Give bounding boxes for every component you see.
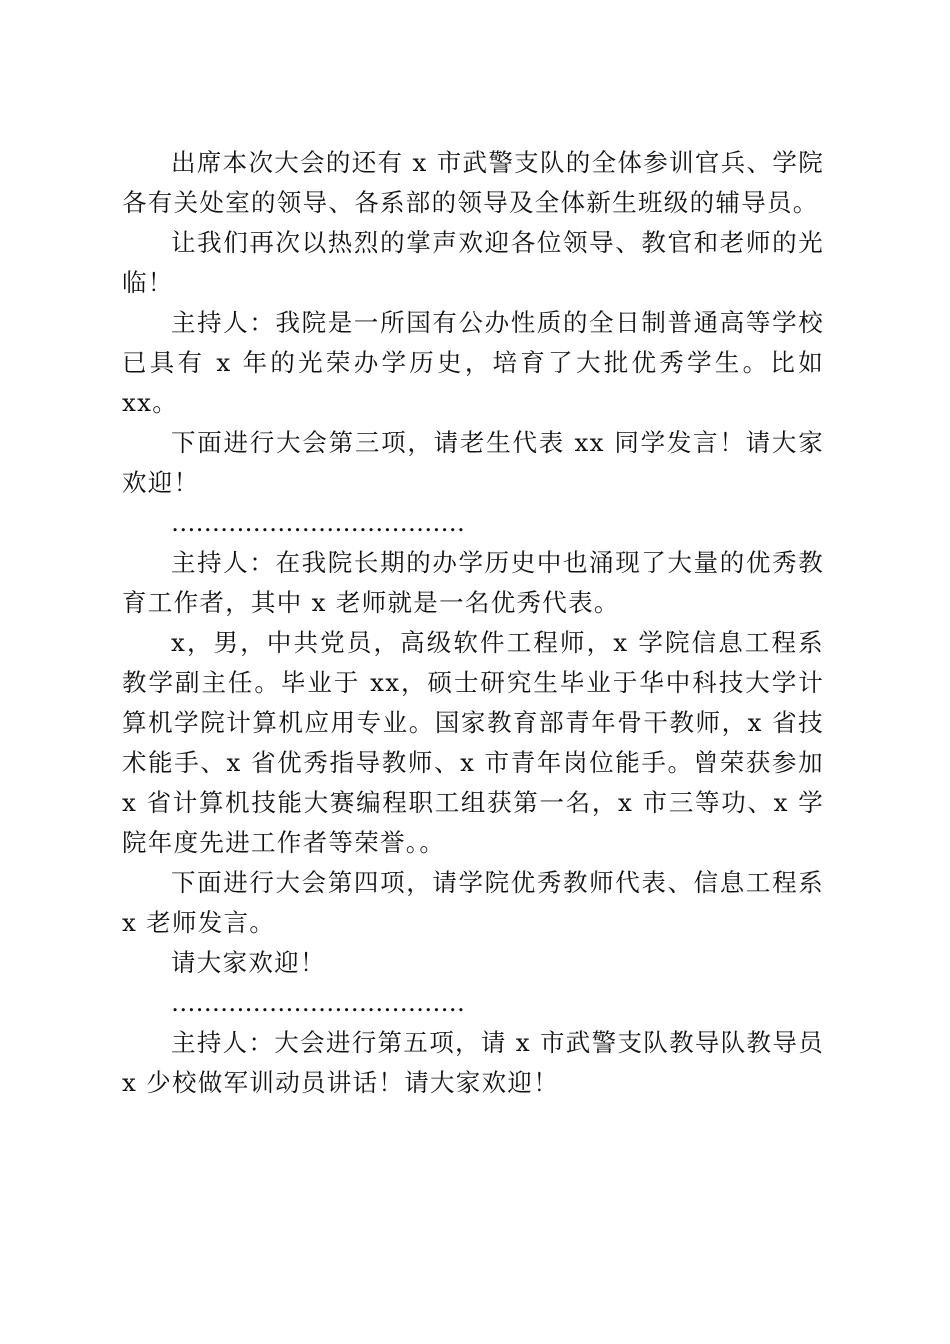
paragraph-agenda-item-5: 主持人：大会进行第五项，请 x 市武警支队教导队教导员 x 少校做军训动员讲话！请大家欢迎！ <box>122 1028 824 1097</box>
ellipsis-separator: ……………………………… <box>171 988 465 1017</box>
ellipsis-separator: ……………………………… <box>171 508 465 537</box>
document-body <box>122 143 824 1103</box>
paragraph-please-welcome: 请大家欢迎！ <box>171 948 326 977</box>
paragraph-agenda-item-3: 下面进行大会第三项，请老生代表 xx 同学发言！请大家欢迎！ <box>122 428 824 497</box>
paragraph-agenda-item-4: 下面进行大会第四项，请学院优秀教师代表、信息工程系 x 老师发言。 <box>122 868 824 937</box>
paragraph-teacher-bio: x，男，中共党员，高级软件工程师，x 学院信息工程系教学副主任。毕业于 xx，硕士研究生毕业于华中科技大学计算机学院计算机应用专业。国家教育部青年骨干教师，x 省技术能手、x 省优秀指导教师、x 市青年岗位能手。曾荣获参加 x 省计算机技能大赛编程职工组获第一名，x 市三等功、x 学院年度先进工作者等荣誉。。 <box>122 628 824 857</box>
paragraph-outstanding-educators: 主持人：在我院长期的办学历史中也涌现了大量的优秀教育工作者，其中 x 老师就是一名优秀代表。 <box>122 548 824 617</box>
paragraph-college-intro: 主持人：我院是一所国有公办性质的全日制普通高等学校已具有 x 年的光荣办学历史，培育了大批优秀学生。比如 xx。 <box>122 308 824 417</box>
paragraph-welcome-applause: 让我们再次以热烈的掌声欢迎各位领导、教官和老师的光临！ <box>122 228 824 297</box>
paragraph-attendees: 出席本次大会的还有 x 市武警支队的全体参训官兵、学院各有关处室的领导、各系部的领导及全体新生班级的辅导员。 <box>122 148 824 217</box>
